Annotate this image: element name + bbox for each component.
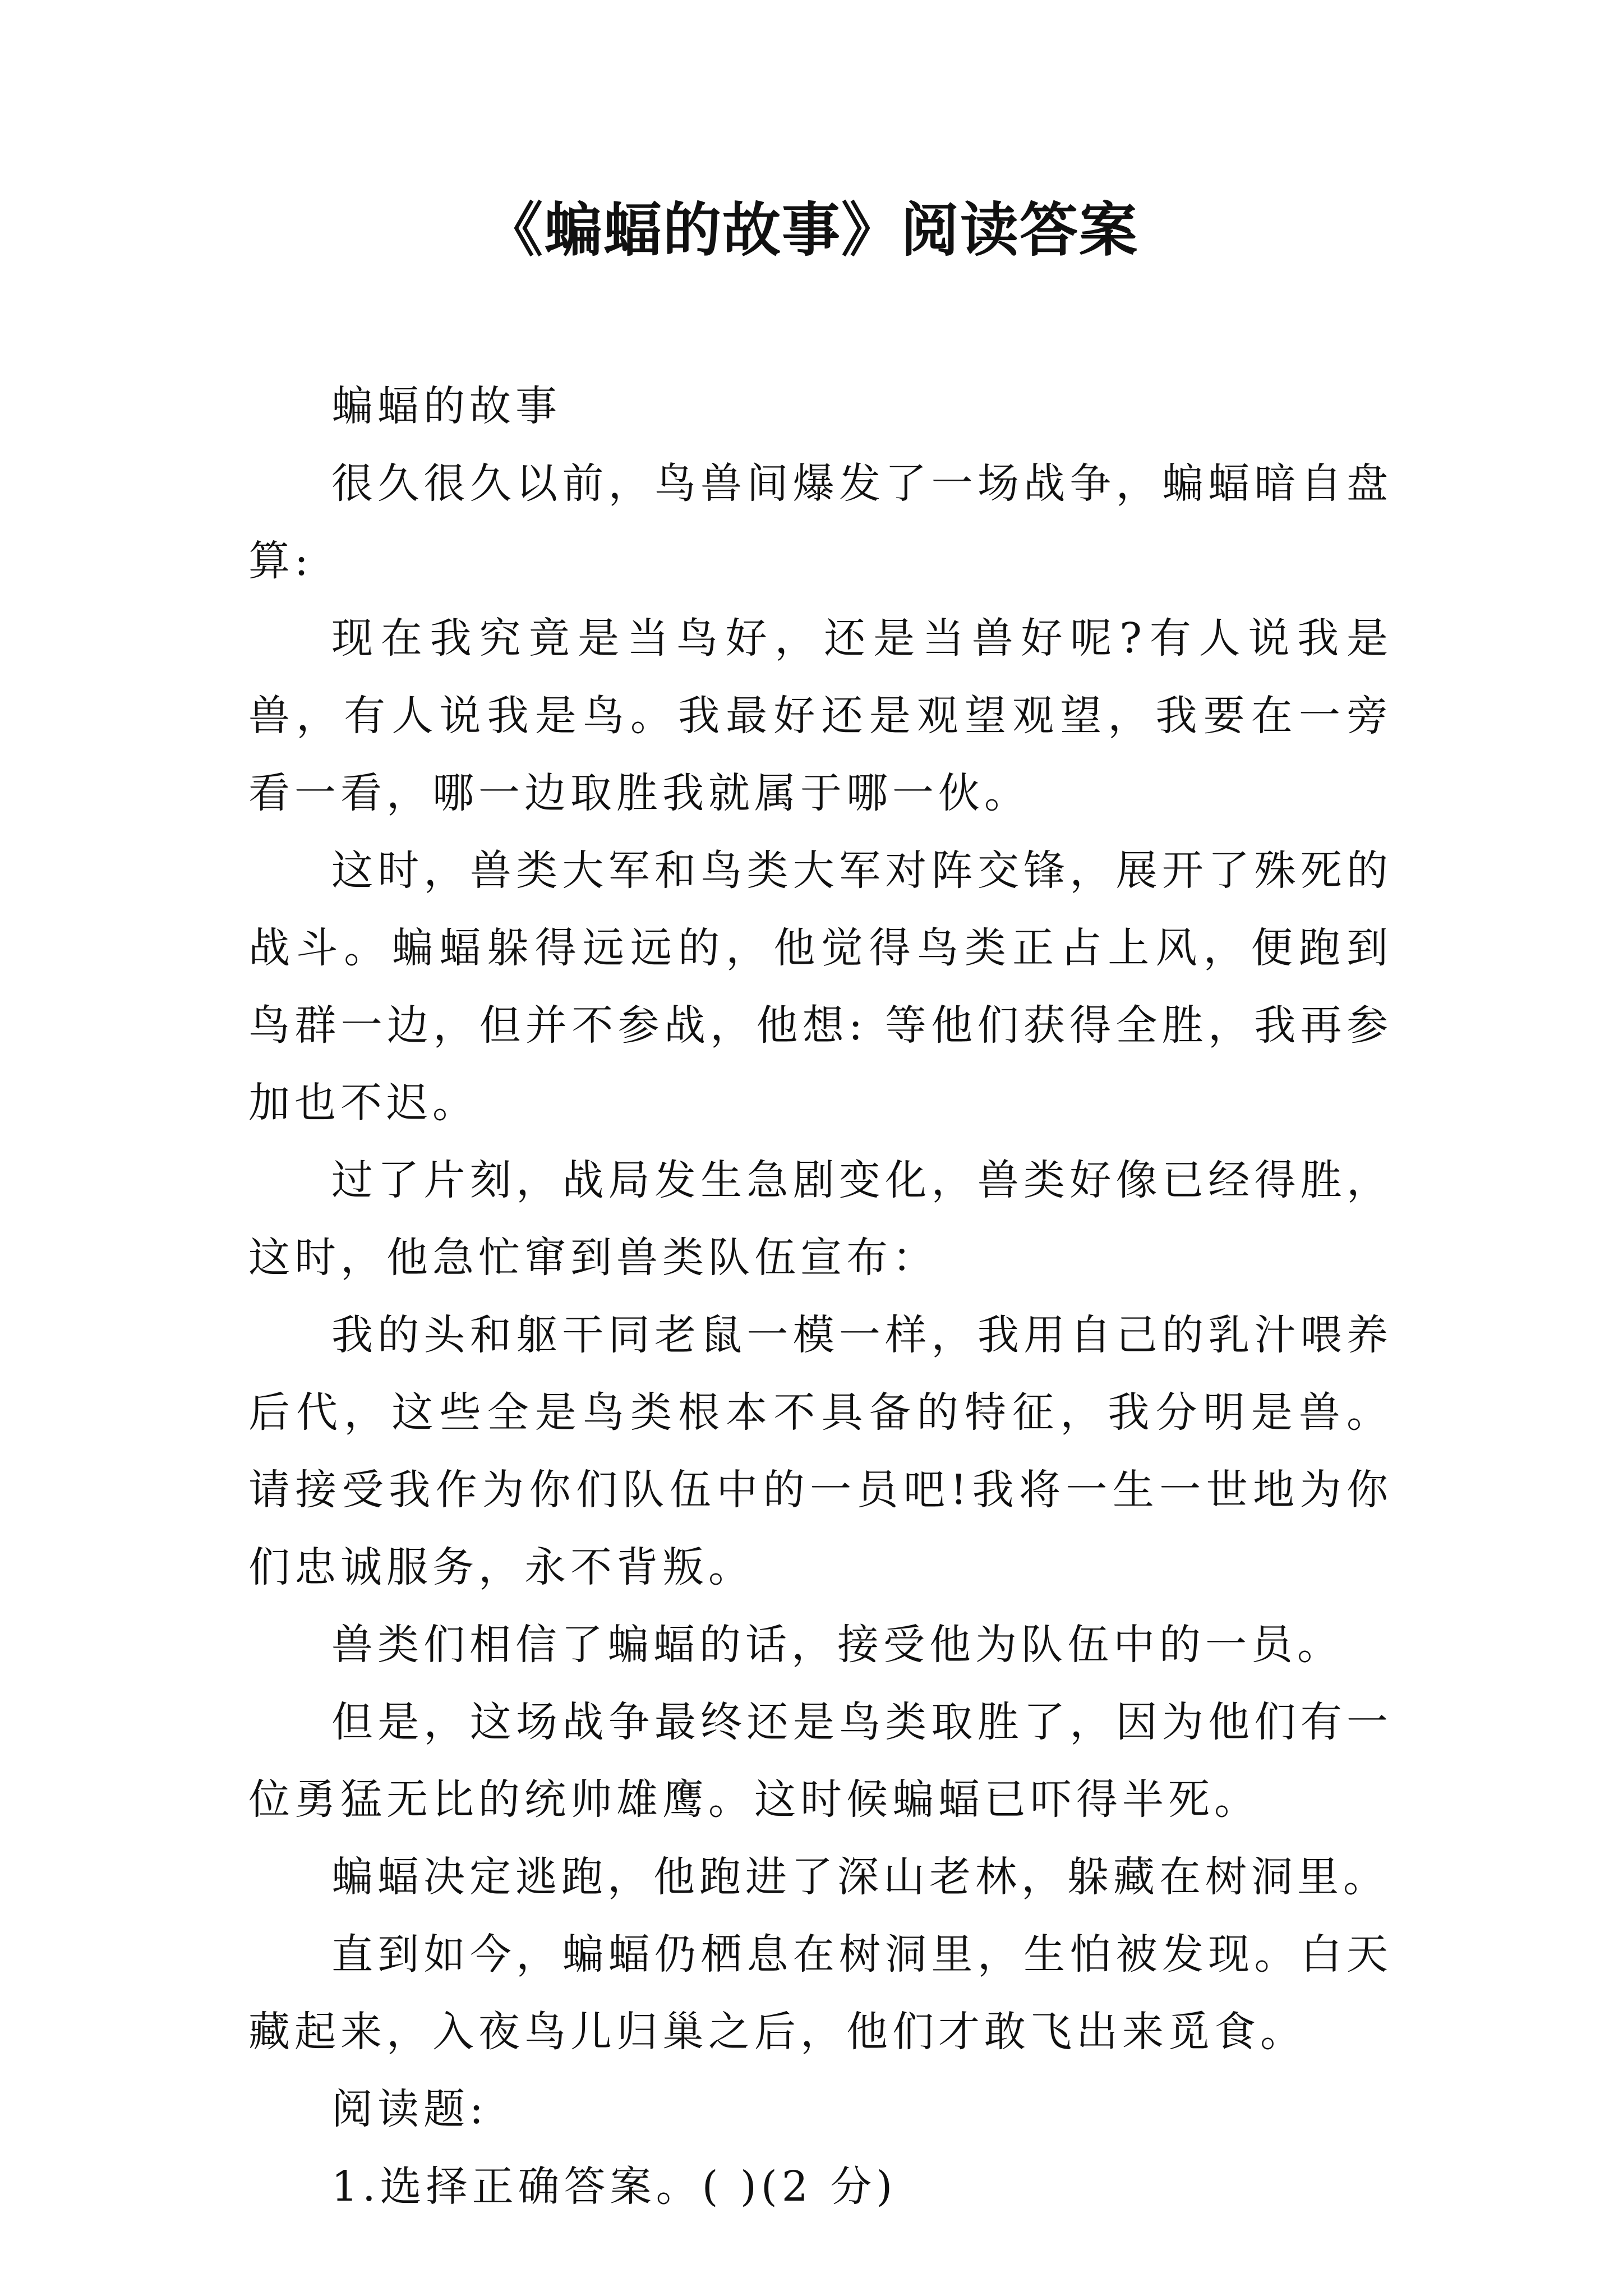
paragraph: 很久很久以前，鸟兽间爆发了一场战争，蝙蝠暗自盘算: (248, 459, 1393, 585)
paragraph: 但是，这场战争最终还是鸟类取胜了，因为他们有一位勇猛无比的统帅雄鹰。这时候蝙蝠已吓得半死。 (248, 1698, 1393, 1824)
reading-questions-heading: 阅读题: (331, 2085, 488, 2133)
question-1: 1.选择正确答案。( )(2 分) (331, 2162, 897, 2211)
paragraph: 这时，兽类大军和鸟类大军对阵交锋，展开了殊死的战斗。蝙蝠躲得远远的，他觉得鸟类正占上风，便跑到鸟群一边，但并不参战，他想: 等他们获得全胜，我再参加也不迟。 (248, 846, 1393, 1127)
story-heading: 蝙蝠的故事 (331, 382, 561, 430)
paragraph: 现在我究竟是当鸟好，还是当兽好呢?有人说我是兽，有人说我是鸟。我最好还是观望观望，我要在一旁看一看，哪一边取胜我就属于哪一伙。 (248, 614, 1393, 817)
document-title: 《蝙蝠的故事》阅读答案 (484, 195, 1138, 264)
paragraph: 过了片刻，战局发生急剧变化，兽类好像已经得胜，这时，他急忙窜到兽类队伍宣布： (248, 1156, 1393, 1282)
document-body (248, 367, 1393, 2225)
paragraph: 我的头和躯干同老鼠一模一样，我用自己的乳汁喂养后代，这些全是鸟类根本不具备的特征，我分明是兽。请接受我作为你们队伍中的一员吧!我将一生一世地为你们忠诚服务，永不背叛。 (248, 1311, 1393, 1591)
paragraph: 直到如今，蝙蝠仍栖息在树洞里，生怕被发现。白天藏起来，入夜鸟儿归巢之后，他们才敢飞出来觅食。 (248, 1930, 1393, 2056)
paragraph: 蝙蝠决定逃跑，他跑进了深山老林，躲藏在树洞里。 (331, 1853, 1389, 1901)
paragraph: 兽类们相信了蝙蝠的话，接受他为队伍中的一员。 (331, 1621, 1343, 1669)
